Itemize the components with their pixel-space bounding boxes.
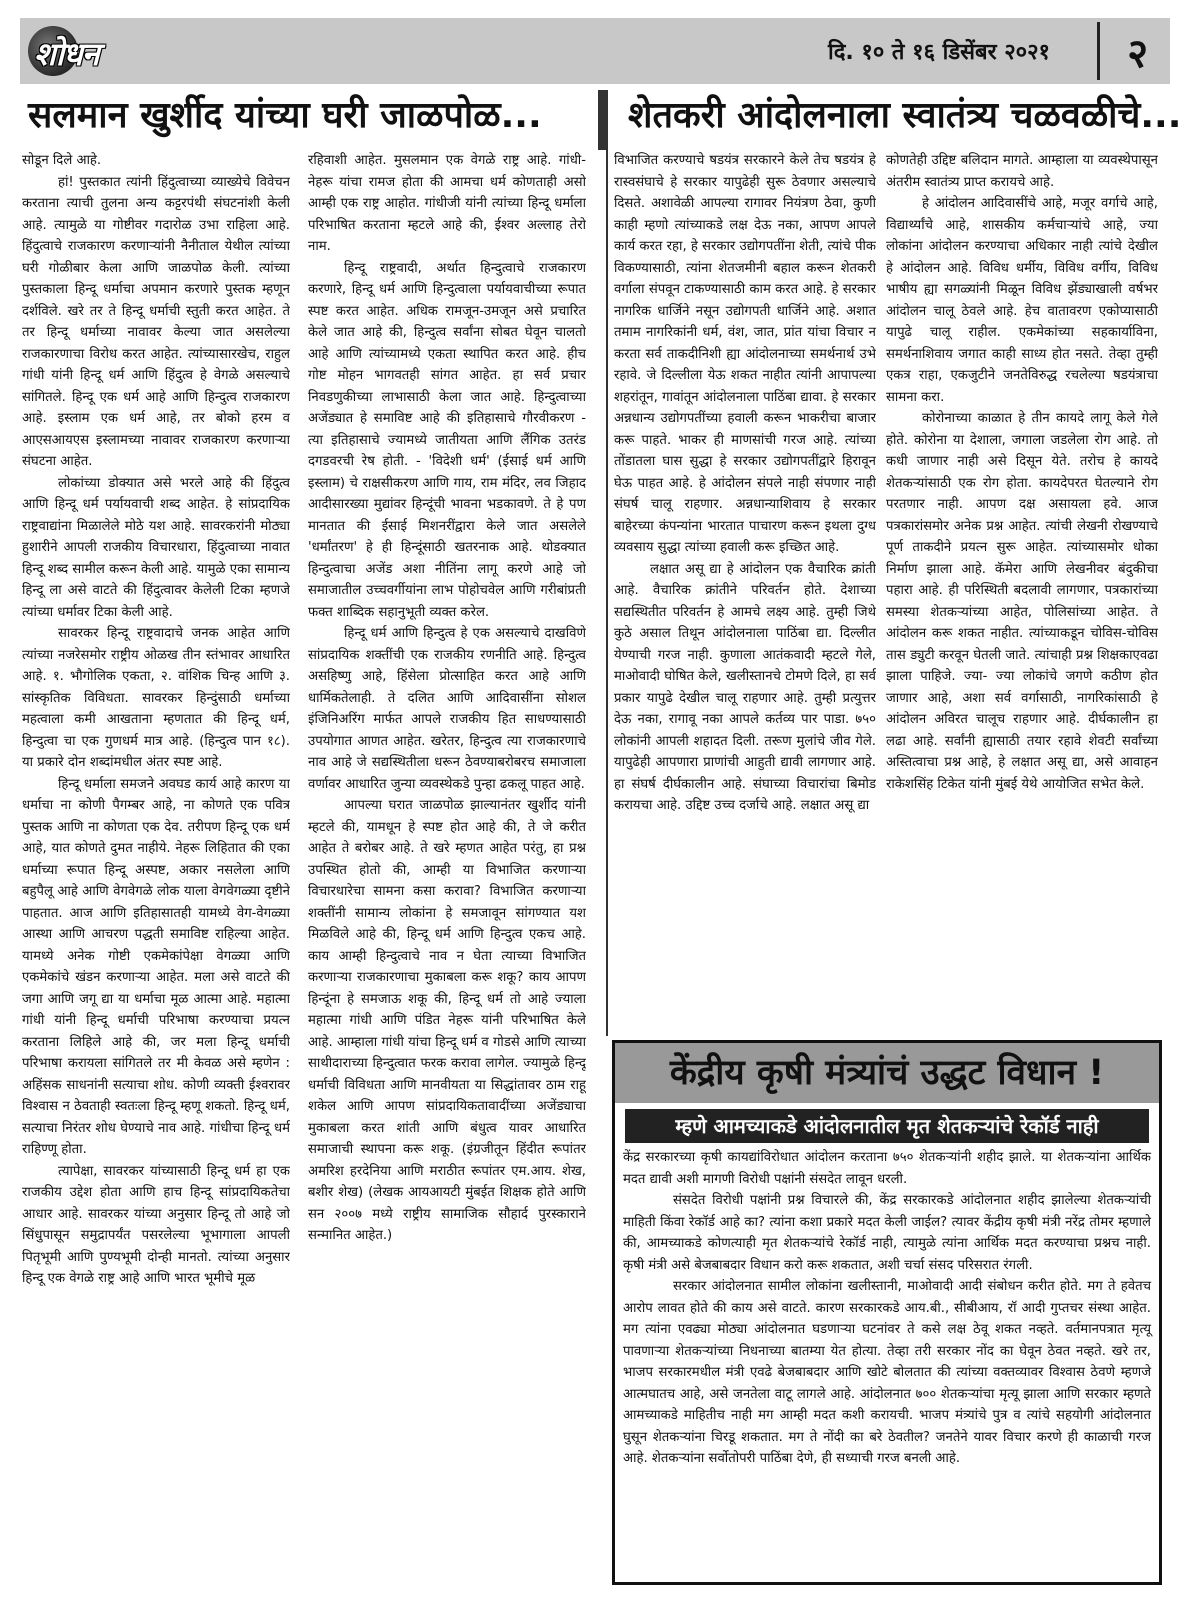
box-subheadline: म्हणे आमच्याकडे आंदोलनातील मृत शेतकऱ्यांचे रेकॉर्ड नाही (625, 1109, 1149, 1143)
paragraph: लक्षात असू द्या हे आंदोलन एक वैचारिक क्रांती आहे. वैचारिक क्रांतीने परिवर्तन होते. देशाच्या सद्यस्थितीत परिवर्तन हे आमचे लक्ष्य आहे. तुम्ही जिथे कुठे असाल तिथून आंदोलनाला पाठिंबा द्या. दिल्लीत येण्याची गरज नाही. कुणाला आतंकवादी म्हटले गेले, माओवादी घोषित केले, खलीस्तानचे टोमणे दिले, हा सर्व प्रकार यापुढे देखील चालू राहणार आहे. तुम्ही प्रत्युत्तर देऊ नका, रागावू नका आपले कर्तव्य पार पाडा. ७५० लोकांनी आपली शहादत दिली. तरूण मुलांचे जीव गेले. यापुढेही आपणारा प्राणांची आहुती द्यावी लागणार आहे. हा संघर्ष दीर्घकालीन आहे. संघाच्या विचारांचा बिमोड करायचा आहे. उद्दिष्ट उच्च दर्जाचे आहे. लक्षात असू द्या (614, 561, 876, 813)
right-article-headline: शेतकरी आंदोलनाला स्वातंत्र्य चळवळीचे... (628, 95, 1182, 136)
right-article-column-2 (886, 150, 1158, 1030)
issue-date: दि. १० ते १६ डिसेंबर २०२१ (828, 40, 1050, 65)
right-article-column-1 (614, 150, 876, 1030)
masthead (20, 18, 1170, 84)
paragraph: संसदेत विरोधी पक्षांनी प्रश्न विचारले की, केंद्र सरकारकडे आंदोलनात शहीद झालेल्या शेतकऱ्यांची माहिती किंवा रेकॉर्ड आहे का? त्यांना कशा प्रकारे मदत केली जाईल? त्यावर केंद्रीय कृषी मंत्री नरेंद्र तोमर म्हणाले की, आमच्याकडे कोणत्याही मृत शेतकऱ्यांचे रेकॉर्ड नाही, त्यामुळे त्यांना आर्थिक मदत करण्याचा प्रश्नच नाही. कृषी मंत्री असे बेजबाबदार विधान करो करू शकतात, अशी चर्चा संसद परिसरात रंगली. (623, 1193, 1151, 1273)
paragraph: विभाजित करण्याचे षडयंत्र सरकारने केले तेच षडयंत्र हे रास्वसंघाचे हे सरकार यापुढेही सुरू ठेवणार असल्याचे दिसते. अशावेळी आपल्या रागावर नियंत्रण ठेवा, कुणी काही म्हणो त्यांच्याकडे लक्ष देऊ नका, आपण आपले कार्य करत रहा, हे सरकार उद्योगपतींना शेती, त्यांचे पीक विकण्यासाठी, त्यांना शेतजमीनी बहाल करून शेतकरी वर्गाला संपवून टाकण्यासाठी काम करत आहे. हे सरकार नागरिक धार्जिने नसून उद्योगपती धार्जिने आहे. अशात तमाम नागरिकांनी धर्म, वंश, जात, प्रांत यांचा विचार न करता सर्व ताकदीनिशी ह्या आंदोलनाच्या समर्थनार्थ उभे रहावे. जे दिल्लीला येऊ शकत नाहीत त्यांनी आपापल्या शहरांतून, गावांतून आंदोलनाला पाठिंबा द्यावा. हे सरकार अन्नधान्य उद्योगपतींच्या हवाली करून भाकरीचा बाजार करू पाहते. भाकर ही माणसांची गरज आहे. त्यांच्या तोंडातला घास सुद्धा हे सरकार उद्योगपतींद्वारे हिरावून घेऊ पाहत आहे. हे आंदोलन संपले नाही संपणार नाही संघर्ष चालू राहणार. अन्नधान्याशिवाय हे सरकार बाहेरच्या कंपन्यांना भारतात पाचारण करून इथला दुग्ध व्यवसाय सुद्धा त्यांच्या हवाली करू इच्छित आहे. (614, 153, 876, 555)
logo-text: शोधन (34, 35, 99, 73)
paragraph: कोणतेही उद्दिष्ट बलिदान मागते. आम्हाला या व्यवस्थेपासून अंतरीम स्वातंत्र्य प्राप्त करायचे आहे. (886, 153, 1158, 190)
paragraph: सावरकर हिन्दू राष्ट्रवादाचे जनक आहेत आणि त्यांच्या नजरेसमोर राष्ट्रीय ओळख तीन स्तंभावर आधारित आहे. १. भौगोलिक एकता, २. वांशिक चिन्ह आणि ३. सांस्कृतिक विविधता. सावरकर हिन्दुंसाठी धर्माच्या महत्वाला कमी आखताना म्हणतात की हिन्दू धर्म, हिन्दुत्वा चा एक गुणधर्म मात्र आहे. (हिन्दुत्व पान १८). या प्रकारे दोन शब्दांमधील अंतर स्पष्ट आहे. (22, 626, 290, 770)
paragraph: लोकांच्या डोक्यात असे भरले आहे की हिंदुत्व आणि हिन्दू धर्म पर्यायवाची शब्द आहेत. हे सांप्रदायिक राष्ट्रवाद्यांना मिळालेले मोठे यश आहे. सावरकरांनी मोठ्या हुशारीने आपली राजकीय विचारधारा, हिंदुत्वाच्या नावात हिन्दू शब्द सामील करून केली आहे. यामुळे एका सामान्य हिन्दू ला असे वाटते की हिंदुत्वावर केलेली टिका म्हणजे त्यांच्या धर्मावर टिका केली आहे. (22, 475, 290, 620)
paragraph: आपल्या घरात जाळपोळ झाल्यानंतर खुर्शीद यांनी म्हटले की, यामधून हे स्पष्ट होत आहे की, ते जे करीत आहेत ते बरोबर आहे. ते खरे म्हणत आहेत परंतु, हा प्रश्न उपस्थित होतो की, आम्ही या विभाजित करणाऱ्या विचारधारेचा सामना कसा करावा? विभाजित करणाऱ्या शक्तींनी सामान्य लोकांना हे समजावून सांगण्यात यश मिळविले आहे की, हिन्दू धर्म आणि हिन्दुत्व एकच आहे. काय आम्ही हिन्दुत्वाचे नाव न घेता त्याच्या विभाजित करणाऱ्या राजकारणाचा मुकाबला करू शकू? काय आपण हिन्दूंना हे समजाऊ शकू की, हिन्दू धर्म तो आहे ज्याला महात्मा गांधी आणि पंडित नेहरू यांनी परिभाषित केले आहे. आम्हाला गांधी यांचा हिन्दू धर्म व गोडसे आणि त्याच्या साथीदाराच्या हिन्दुत्वात फरक करावा लागेल. ज्यामुळे हिन्दू धर्माची विविधता आणि मानवीयता या सिद्धांतावर ठाम राहू शकेल आणि आपण सांप्रदायिकतावादींच्या अजेंड्याचा मुकाबला करत शांती आणि बंधुत्व यावर आधारित समाजाची स्थापना करू शकू. (इंग्रजीतून हिंदीत रूपांतर अमरिश हरदेनिया आणि मराठीत रूपांतर एम.आय. शेख, बशीर शेख) (लेखक आयआयटी मुंबईत शिक्षक होते आणि सन २००७ मध्ये राष्ट्रीय सामाजिक सौहार्द पुरस्काराने सन्मानित आहेत.) (308, 798, 586, 1243)
box-headline: केंद्रीय कृषी मंत्र्यांचं उद्धट विधान ! (615, 1043, 1159, 1103)
paragraph: हिन्दू राष्ट्रवादी, अर्थात हिन्दुत्वाचे राजकारण करणारे, हिन्दू धर्म आणि हिन्दुत्वाला पर्यायवाचीच्या रूपात स्पष्ट करत आहेत. अधिक रामजून-उमजून असे प्रचारित केले जात आहे की, हिन्दुत्व सर्वांना सोबत घेवून चालतो आहे आणि त्यांच्यामध्ये एकता स्थापित करत आहे. हीच गोष्ट मोहन भागवतही सांगत आहेत. हा सर्व प्रचार निवडणुकीच्या लाभासाठी केला जात आहे. हिन्दुत्वाच्या अजेंड्यात हे समाविष्ट आहे की इतिहासाचे गौरवीकरण - त्या इतिहासाचे ज्यामध्ये जातीयता आणि लैंगिक उतरंड दगडवरची रेष होती. - 'विदेशी धर्म' (ईसाई धर्म आणि इस्लाम) चे राक्षसीकरण आणि गाय, राम मंदिर, लव जिहाद आदीसारख्या मुद्यांवर हिन्दूंची भावना भडकावणे. ते हे पण मानतात की ईसाई मिशनरींद्वारा केले जात असलेले 'धर्मांतरण' हे ही हिन्दूंसाठी खतरनाक आहे. थोडक्यात हिन्दुत्वाचा अजेंड अशा नीतिंना लागू करणे आहे जो समाजातील उच्चवर्गीयांना लाभ पोहोचवेल आणि गरीबांप्रती फक्त शाब्दिक सहानुभूती व्यक्त करेल. (308, 260, 586, 620)
paragraph: केंद्र सरकारच्या कृषी कायद्यांविरोधात आंदोलन करताना ७५० शेतकऱ्यांनी शहीद झाले. या शेतकऱ्यांना आर्थिक मदत द्यावी अशी मागणी विरोधी पक्षांनी संसदेत लावून धरली. (623, 1150, 1151, 1187)
news-box (612, 1040, 1162, 1585)
left-article-headline: सलमान खुर्शीद यांच्या घरी जाळपोळ... (28, 95, 542, 136)
column-divider (606, 148, 608, 1036)
paragraph: सोडून दिले आहे. (22, 153, 102, 168)
headline-accent-bar (598, 90, 608, 150)
paragraph: रहिवाशी आहेत. मुसलमान एक वेगळे राष्ट्र आहे. गांधी-नेहरू यांचा रामज होता की आमचा धर्म कोणताही असो आम्ही एक राष्ट्र आहोत. गांधीजी यांनी त्यांच्या हिन्दू धर्माला परिभाषित करताना म्हटले आहे की, ईश्वर अल्लाह तेरो नाम. (308, 153, 586, 254)
newspaper-logo (28, 24, 138, 78)
box-body (623, 1147, 1151, 1470)
paragraph: हिन्दू धर्म आणि हिन्दुत्व हे एक असल्याचे दाखविणे सांप्रदायिक शक्तींची एक राजकीय रणनीति आहे. हिन्दुत्व असहिष्णु आहे, हिंसेला प्रोत्साहित करत आहे आणि धार्मिकतेलाही. ते दलित आणि आदिवासींना सोशल इंजिनिअरिंग मार्फत आपले राजकीय हित साधण्यासाठी उपयोगात आणत आहेत. खरेतर, हिन्दुत्व त्या राजकारणाचे नाव आहे जे सद्यस्थितीला धरून ठेवण्याबरोबरच समाजाला वर्णावर आधारित जुन्या व्यवस्थेकडे पुन्हा ढकलू पाहत आहे. (308, 626, 586, 792)
paragraph: कोरोनाच्या काळात हे तीन कायदे लागू केले गेले होते. कोरोना या देशाला, जगाला जडलेला रोग आहे. तो कधी जाणार नाही असे दिसून येते. तरोच हे कायदे शेतकऱ्यांसाठी एक रोग होता. कायदेपरत घेतल्याने रोग परतणार नाही. आपण दक्ष असायला हवे. आज पत्रकारांसमोर अनेक प्रश्न आहेत. त्यांची लेखनी रोखण्याचे पूर्ण ताकदीने प्रयत्न सुरू आहेत. त्यांच्यासमोर धोका निर्माण झाला आहे. कॅमेरा आणि लेखनीवर बंदुकीचा पहारा आहे. ही परिस्थिती बदलावी लागणार, पत्रकारांच्या समस्या शेतकऱ्यांच्या आहेत, पोलिसांच्या आहेत. ते आंदोलन करू शकत नाहीत. त्यांच्याकडून चोविस-चोविस तास ड्युटी करवून घेतली जाते. त्यांचाही प्रश्न शिक्षकाएवढा झाला पाहिजे. ज्या- ज्या लोकांचे जगणे कठीण होत जाणार आहे, अशा सर्व वर्गासाठी, नागरिकांसाठी हे आंदोलन अविरत चालूच राहणार आहे. दीर्घकालीन हा लढा आहे. सर्वांनी ह्यासाठी तयार रहावे शेवटी सर्वांच्या अस्तित्वाचा प्रश्न आहे, हे लक्षात असू द्या, असे आवाहन राकेशसिंह टिकेत यांनी मुंबई येथे आयोजित सभेत केले. (886, 411, 1158, 792)
left-article-column-2 (308, 150, 586, 1590)
page-number: २ (1127, 31, 1148, 77)
paragraph: सरकार आंदोलनात सामील लोकांना खलीस्तानी, माओवादी आदी संबोधन करीत होते. मग ते हवेतच आरोप लावत होते की काय असे वाटते. कारण सरकारकडे आय.बी., सीबीआय, रॉ आदी गुप्तचर संस्था आहेत. मग त्यांना एवढ्या मोठ्या आंदोलनात घडणाऱ्या घटनांवर ते कसे लक्ष ठेवू शकत नव्हते. वर्तमानपत्रात मृत्यू पावणाऱ्या शेतकऱ्यांच्या निधनाच्या बातम्या येत होत्या. तेव्हा तरी सरकार नोंद का घेवून ठेवत नव्हते. खरे तर, भाजप सरकारमधील मंत्री एवढे बेजबाबदार आणि खोटे बोलतात की त्यांच्या वक्तव्यावर विश्वास ठेवणे म्हणजे आत्मघातच आहे, असे जनतेला वाटू लागले आहे. आंदोलनात ७०० शेतकऱ्यांचा मृत्यू झाला आणि सरकार म्हणते आमच्याकडे माहितीच नाही मग आम्ही मदत कशी करायची. भाजप मंत्र्यांचे पुत्र व त्यांचे सहयोगी आंदोलनात घुसून शेतकऱ्यांना चिरडू शकतात. मग ते नोंदी का बरे ठेवतील? जनतेने यावर विचार करणे ही काळाची गरज आहे. शेतकऱ्यांना सर्वोतोपरी पाठिंबा देणे, ही सध्याची गरज बनली आहे. (623, 1279, 1151, 1466)
paragraph: हां! पुस्तकात त्यांनी हिंदुत्वाच्या व्याख्येचे विवेचन करताना त्याची तुलना अन्य कट्टरपंथी संघटनांशी केली आहे. त्यामुळे या गोष्टीवर गदारोळ उभा राहिला आहे. हिंदुत्वाचे राजकारण करणाऱ्यांनी नैनीताल येथील त्यांच्या घरी गोळीबार केला आणि जाळपोळ केली. त्यांच्या पुस्तकाला हिन्दू धर्माचा अपमान करणारे पुस्तक म्हणून दर्शविले. खरे तर ते हिन्दू धर्माची स्तुती करत आहेत. ते तर हिन्दू धर्माच्या नावावर केल्या जात असलेल्या राजकारणाचा विरोध करत आहेत. त्यांच्यासारखेच, राहुल गांधी यांनी हिन्दू धर्म आणि हिंदुत्व हे वेगळे असल्याचे सांगितले. हिन्दू एक धर्म आहे आणि हिन्दुत्व राजकारण आहे. इस्लाम एक धर्म आहे, तर बोको हरम व आएसआयएस इस्लामच्या नावावर राजकारण करणाऱ्या संघटना आहेत. (22, 174, 290, 469)
left-article-column-1 (22, 150, 290, 1590)
paragraph: त्यापेक्षा, सावरकर यांच्यासाठी हिन्दू धर्म हा एक राजकीय उद्देश होता आणि हाच हिन्दू सांप्रदायिकतेचा आधार आहे. सावरकर यांच्या अनुसार हिन्दू तो आहे जो सिंधुपासून समुद्रापर्यंत पसरलेल्या भूभागाला आपली पितृभूमी आणि पुण्यभूमी दोन्ही मानतो. त्यांच्या अनुसार हिन्दू एक वेगळे राष्ट्र आहे आणि भारत भूमीचे मूळ (22, 1163, 290, 1286)
paragraph: हे आंदोलन आदिवासींचे आहे, मजूर वर्गाचे आहे, विद्यार्थ्यांचे आहे, शासकीय कर्मचाऱ्यांचे आहे, ज्या लोकांना आंदोलन करण्याचा अधिकार नाही त्यांचे देखील हे आंदोलन आहे. विविध धर्मीय, विविध वर्गीय, विविध भाषीय ह्या सगळ्यांनी मिळून विविध झेंड्याखाली वर्षभर आंदोलन चालू ठेवले आहे. हेच वातावरण एकोप्यासाठी यापुढे चालू राहील. एकमेकांच्या सहकार्याविना, समर्थनाशिवाय जगात काही साध्य होत नसते. तेव्हा तुम्ही एकत्र राहा, एकजुटीने जनतेविरुद्ध रचलेल्या षडयंत्राचा सामना करा. (886, 196, 1158, 405)
paragraph: हिन्दू धर्माला समजने अवघड कार्य आहे कारण या धर्माचा ना कोणी पैगम्बर आहे, ना कोणते एक पवित्र पुस्तक आणि ना कोणता एक देव. तरीपण हिन्दू एक धर्म आहे, यात कोणते दुमत नाहीये. नेहरू लिहितात की एका धर्माच्या रूपात हिन्दू अस्पष्ट, अकार नसलेला आणि बहुपैलू आहे आणि वेगवेगळे लोक याला वेगवेगळ्या दृष्टीने पाहतात. आज आणि इतिहासातही यामध्ये वेग-वेगळ्या आस्था आणि आचरण पद्धती समाविष्ट राहिल्या आहेत. यामध्ये अनेक गोष्टी एकमेकांपेक्षा वेगळ्या आणि एकमेकांचे खंडन करणाऱ्या आहेत. मला असे वाटते की जगा आणि जगू द्या या धर्माचा मूळ आत्मा आहे. महात्मा गांधी यांनी हिन्दू धर्माची परिभाषा करण्याचा प्रयत्न करताना लिहिले आहे की, जर मला हिन्दू धर्माची परिभाषा करायला सांगितले तर मी केवळ असे म्हणेन : अहिंसक साधनांनी सत्याचा शोध. कोणी व्यक्ती ईश्वरावर विश्वास न ठेवताही स्वतःला हिन्दू म्हणू शकतो. हिन्दू धर्म, सत्याचा निरंतर शोध घेण्याचे नाव आहे. गांधीचा हिन्दू धर्म राहिण्णू होता. (22, 776, 290, 1157)
masthead-divider (1097, 22, 1100, 80)
